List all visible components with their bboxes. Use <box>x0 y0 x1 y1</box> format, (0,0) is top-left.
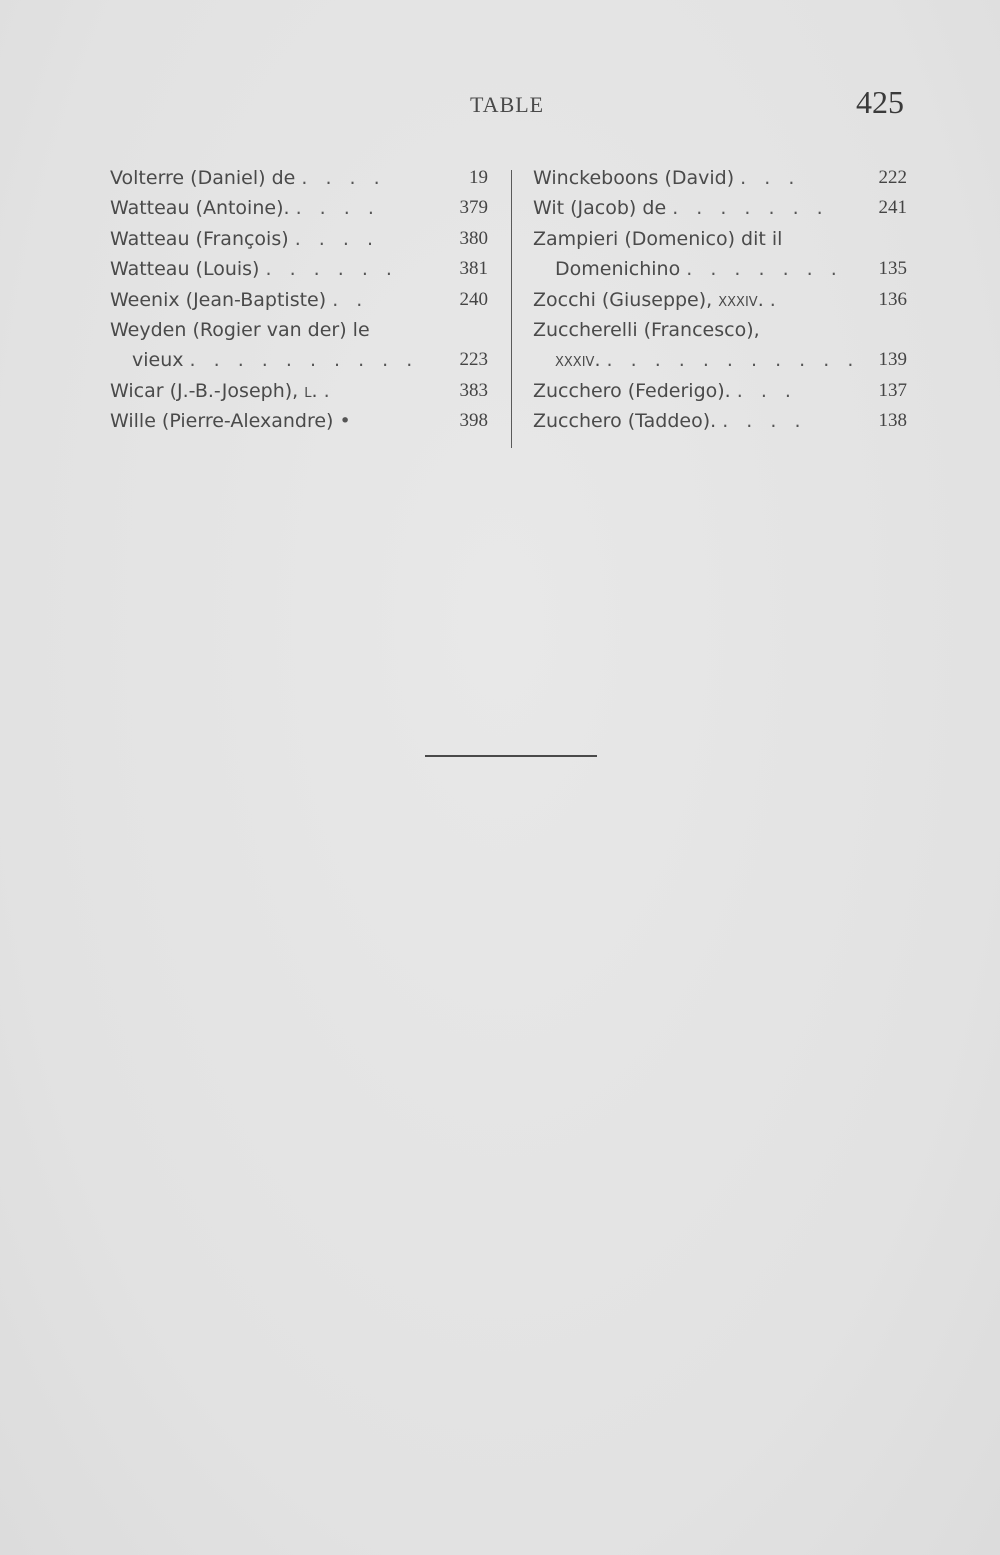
index-entry <box>110 406 488 436</box>
entry-name: Zucchero (Federigo). <box>533 379 731 402</box>
entry-page: 138 <box>878 410 907 432</box>
entry-name: Volterre (Daniel) de <box>110 167 296 189</box>
entry-name: Zocchi (Giuseppe), <box>533 288 719 311</box>
page-number: 425 <box>856 84 904 120</box>
leader-dots: . . . . <box>722 410 807 433</box>
entry-page: 136 <box>878 288 907 310</box>
entry-name: Weyden (Rogier van der) le <box>110 318 370 341</box>
index-entry <box>110 163 488 193</box>
column-divider <box>511 170 512 448</box>
index-entry-continuation <box>533 254 907 284</box>
entry-page: 223 <box>459 349 488 371</box>
entry-suffix: l. <box>304 379 318 402</box>
entry-name: vieux <box>132 349 184 372</box>
index-entry-continuation <box>110 345 488 375</box>
entry-name: Weenix (Jean-Baptiste) <box>110 288 327 311</box>
entry-name: Domenichino <box>555 258 681 281</box>
index-column-left <box>110 163 488 437</box>
leader-dots: . . . . . . . <box>686 258 843 281</box>
index-entry <box>533 376 907 406</box>
entry-suffix: xxxiv. <box>555 349 601 372</box>
index-entry <box>110 285 488 315</box>
entry-page: 240 <box>459 288 488 310</box>
entry-page: 137 <box>878 379 907 401</box>
leader-dots: . . . . . . . . . . . <box>606 349 860 372</box>
entry-name: Zucchero (Taddeo). <box>533 410 717 433</box>
entry-page: 135 <box>878 258 907 280</box>
index-entry <box>533 224 907 254</box>
running-head <box>0 84 1000 132</box>
entry-page: 380 <box>459 227 488 249</box>
leader-dots: . . . <box>740 167 801 189</box>
entry-page: 379 <box>459 197 488 219</box>
leader-dots: . . . . . . <box>265 258 398 281</box>
leader-dots: . . . . <box>301 167 386 189</box>
index-entry <box>533 163 907 193</box>
page-title: TABLE <box>470 92 545 117</box>
entry-page: 139 <box>878 349 907 371</box>
leader-dots: . . . <box>736 379 797 402</box>
index-entry <box>533 193 907 223</box>
index-entry <box>533 315 907 345</box>
index-entry <box>110 193 488 223</box>
index-entry <box>110 315 488 345</box>
entry-name: Watteau (Antoine). <box>110 197 290 220</box>
entry-page: 19 <box>469 167 488 188</box>
leader-dots: • <box>339 410 357 433</box>
end-rule <box>425 755 597 757</box>
index-entry <box>533 285 907 315</box>
index-entry <box>110 254 488 284</box>
leader-dots: . . . . <box>294 227 379 250</box>
entry-page: 381 <box>459 258 488 280</box>
leader-dots: . . <box>332 288 369 311</box>
entry-name: Wicar (J.-B.-Joseph), <box>110 379 305 402</box>
leader-dots: . . . . <box>295 197 380 220</box>
entry-page: 241 <box>878 197 907 219</box>
leader-dots: . . . . . . . <box>672 197 829 220</box>
entry-page: 383 <box>459 379 488 401</box>
entry-name: Wille (Pierre-Alexandre) <box>110 410 334 433</box>
entry-name: Wit (Jacob) de <box>533 197 667 220</box>
index-entry <box>533 406 907 436</box>
index-entry <box>110 376 488 406</box>
leader-dots: . <box>323 379 336 402</box>
entry-page: 222 <box>878 167 907 188</box>
leader-dots: . . . . . . . . . . <box>189 349 419 372</box>
index-entry-continuation <box>533 345 907 375</box>
entry-suffix: xxxiv. <box>718 288 764 311</box>
entry-name: Zampieri (Domenico) dit il <box>533 227 783 250</box>
index-entry <box>110 224 488 254</box>
leader-dots: . <box>769 288 782 311</box>
entry-name: Watteau (François) <box>110 227 289 250</box>
entry-page: 398 <box>459 410 488 432</box>
entry-name: Zuccherelli (Francesco), <box>533 318 760 341</box>
entry-name: Winckeboons (David) <box>533 167 735 189</box>
index-column-right <box>533 163 907 437</box>
entry-name: Watteau (Louis) <box>110 258 260 281</box>
